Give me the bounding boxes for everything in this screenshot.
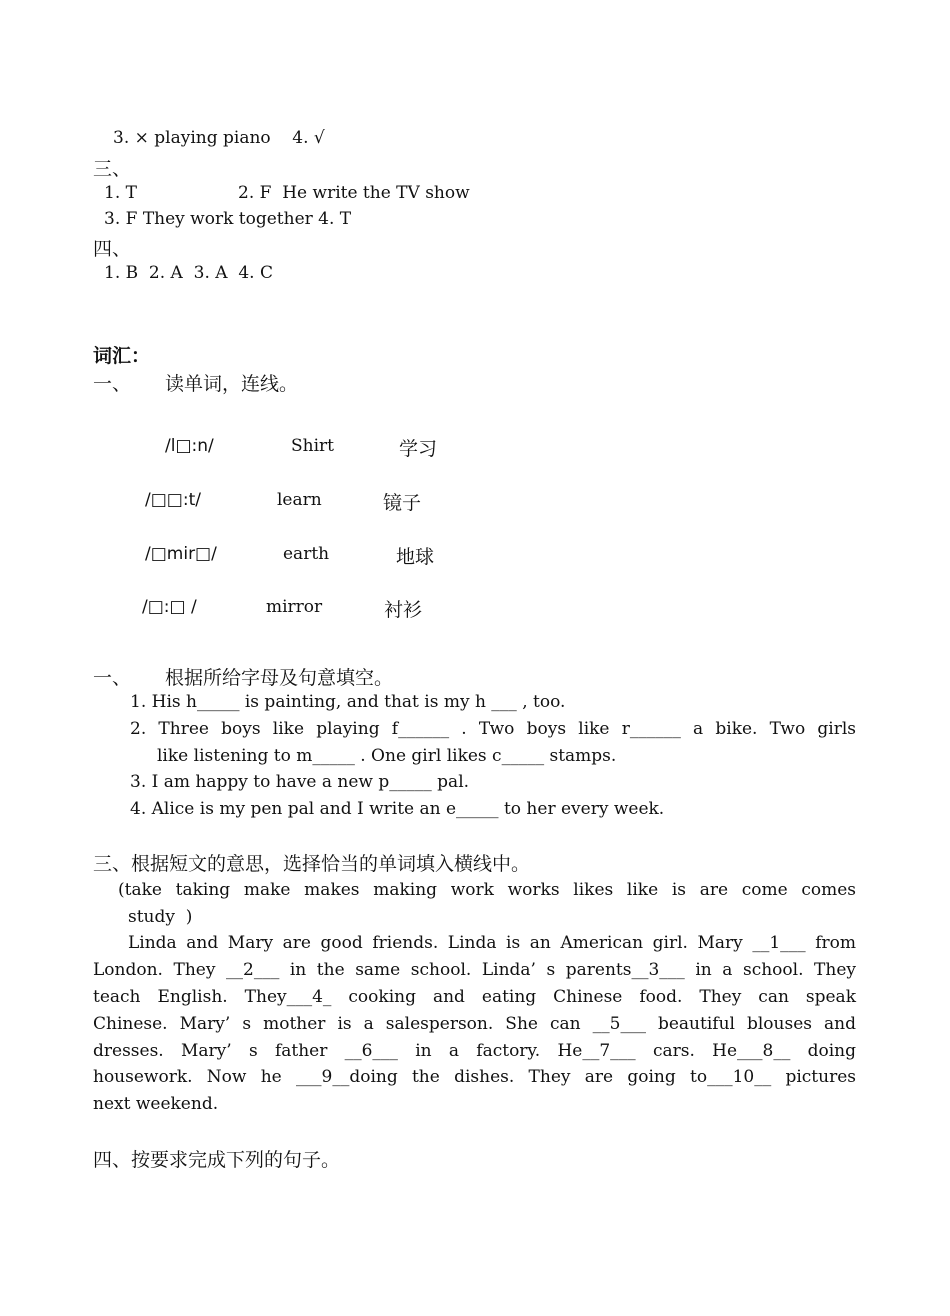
meaning-2: 镜子	[383, 492, 422, 514]
passage-line-1: Linda and Mary are good friends. Linda is an American girl. Mary __1___ from	[128, 933, 856, 953]
ipa-1: /l□:n/	[165, 436, 214, 456]
vocab-title: 词汇：	[93, 345, 151, 367]
passage-line-2: London. They __2___ in the same school. Linda’ s parents__3___ in a school. They	[93, 960, 856, 980]
passage-line-7: next weekend.	[93, 1094, 219, 1114]
ipa-2: /□□:t/	[145, 490, 201, 510]
answer-line-a: 3. × playing piano 4. √	[113, 128, 325, 148]
passage-line-3: teach English. They___4_ cooking and eating Chinese food. They can speak	[93, 987, 856, 1007]
fill-sentence-2a: 2. Three boys like playing f______ . Two boys like r______ a bike. Two girls	[130, 719, 856, 739]
meaning-3: 地球	[396, 546, 435, 568]
part4-title: 四、按要求完成下列的句子。	[93, 1149, 341, 1171]
word-2: learn	[277, 490, 322, 510]
part2-title: 根据所给字母及句意填空。	[165, 667, 394, 689]
word-1: Shirt	[291, 436, 334, 456]
passage-line-6: housework. Now he ___9__doing the dishes. They are going to___10__ pictures	[93, 1067, 856, 1087]
part3-title: 三、根据短文的意思，选择恰当的单词填入横线中。	[93, 853, 531, 875]
word-4: mirror	[266, 597, 323, 617]
answer-4-line: 1. B 2. A 3. A 4. C	[104, 263, 273, 283]
answer-section-4-heading: 四、	[93, 238, 132, 260]
passage-line-4: Chinese. Mary’ s mother is a salesperson. She can __5___ beautiful blouses and	[93, 1014, 856, 1034]
ipa-3: /□mir□/	[145, 544, 217, 564]
answer-3-2: 2. F He write the TV show	[238, 183, 470, 203]
fill-sentence-2b: like listening to m_____ . One girl likes c_____ stamps.	[157, 746, 617, 766]
answer-3-1: 1. T	[104, 183, 137, 203]
passage-line-5: dresses. Mary’ s father __6___ in a factory. He__7___ cars. He___8__ doing	[93, 1041, 856, 1061]
word-3: earth	[283, 544, 330, 564]
part1-title: 读单词，连线。	[165, 373, 299, 395]
fill-sentence-1: 1. His h_____ is painting, and that is my h ___ , too.	[130, 692, 566, 712]
answer-3-3: 3. F They work together 4. T	[104, 209, 352, 229]
part1-number: 一、	[93, 373, 132, 395]
ipa-4: /□:□ /	[142, 597, 197, 617]
meaning-1: 学习	[399, 438, 438, 460]
word-bank-line-2: study )	[128, 907, 193, 927]
fill-sentence-4: 4. Alice is my pen pal and I write an e_____ to her every week.	[130, 799, 665, 819]
word-bank-line-1: (take taking make makes making work works likes like is are come comes	[118, 880, 856, 900]
meaning-4: 衬衫	[384, 599, 423, 621]
answer-section-3-heading: 三、	[93, 158, 132, 180]
fill-sentence-3: 3. I am happy to have a new p_____ pal.	[130, 772, 470, 792]
part2-number: 一、	[93, 667, 132, 689]
